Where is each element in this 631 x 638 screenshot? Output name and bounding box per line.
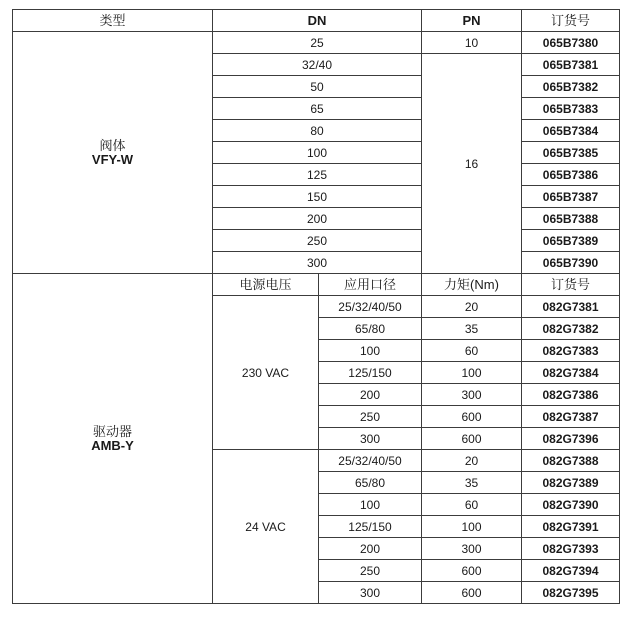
order-code-cell: 065B7384: [522, 120, 620, 142]
port-size-cell: 300: [319, 428, 422, 450]
actuator-type-name: 驱动器: [92, 423, 132, 439]
order-code-cell: 082G7384: [522, 362, 620, 384]
order-code-cell: 082G7396: [522, 428, 620, 450]
port-size-cell: 65/80: [319, 472, 422, 494]
header-torque: 力矩(Nm): [422, 274, 522, 296]
pn-cell: 10: [422, 32, 522, 54]
torque-cell: 600: [422, 406, 522, 428]
order-code-cell: 065B7381: [522, 54, 620, 76]
header-order-number-2: 订货号: [522, 274, 620, 296]
voltage-cell: 24 VAC: [213, 450, 319, 604]
valve-model: VFY-W: [91, 151, 134, 167]
port-size-cell: 300: [319, 582, 422, 604]
torque-cell: 60: [422, 494, 522, 516]
order-code-cell: 082G7386: [522, 384, 620, 406]
order-code-cell: 082G7381: [522, 296, 620, 318]
torque-cell: 35: [422, 318, 522, 340]
order-code-cell: 065B7382: [522, 76, 620, 98]
voltage-cell: 230 VAC: [213, 296, 319, 450]
order-code-cell: 065B7390: [522, 252, 620, 274]
order-code-cell: 065B7383: [522, 98, 620, 120]
torque-cell: 35: [422, 472, 522, 494]
order-code-cell: 082G7389: [522, 472, 620, 494]
header-pn: PN: [422, 10, 522, 32]
actuator-model: AMB-Y: [91, 437, 134, 453]
port-size-cell: 65/80: [319, 318, 422, 340]
header-type: 类型: [13, 10, 213, 32]
torque-cell: 20: [422, 296, 522, 318]
port-size-cell: 250: [319, 560, 422, 582]
order-code-cell: 082G7387: [522, 406, 620, 428]
dn-cell: 150: [213, 186, 422, 208]
port-size-cell: 25/32/40/50: [319, 296, 422, 318]
torque-cell: 300: [422, 384, 522, 406]
dn-cell: 50: [213, 76, 422, 98]
subheader-row: [13, 274, 620, 296]
port-size-cell: 25/32/40/50: [319, 450, 422, 472]
order-code-cell: 065B7389: [522, 230, 620, 252]
dn-cell: 25: [213, 32, 422, 54]
dn-cell: 300: [213, 252, 422, 274]
torque-cell: 300: [422, 538, 522, 560]
port-size-cell: 200: [319, 384, 422, 406]
dn-cell: 125: [213, 164, 422, 186]
dn-cell: 250: [213, 230, 422, 252]
valve-type-cell: [13, 32, 213, 274]
torque-cell: 60: [422, 340, 522, 362]
order-code-cell: 065B7387: [522, 186, 620, 208]
torque-cell: 100: [422, 516, 522, 538]
header-voltage: 电源电压: [213, 274, 319, 296]
dn-cell: 80: [213, 120, 422, 142]
dn-cell: 65: [213, 98, 422, 120]
order-code-cell: 065B7380: [522, 32, 620, 54]
table-row: [13, 32, 620, 54]
torque-cell: 100: [422, 362, 522, 384]
dn-cell: 200: [213, 208, 422, 230]
header-port-size: 应用口径: [319, 274, 422, 296]
port-size-cell: 250: [319, 406, 422, 428]
order-code-cell: 082G7388: [522, 450, 620, 472]
order-code-cell: 065B7385: [522, 142, 620, 164]
torque-cell: 20: [422, 450, 522, 472]
port-size-cell: 200: [319, 538, 422, 560]
header-order-number: 订货号: [522, 10, 620, 32]
order-code-cell: 082G7393: [522, 538, 620, 560]
torque-cell: 600: [422, 428, 522, 450]
order-code-cell: 065B7388: [522, 208, 620, 230]
order-code-cell: 082G7390: [522, 494, 620, 516]
port-size-cell: 125/150: [319, 362, 422, 384]
order-code-cell: 082G7383: [522, 340, 620, 362]
valve-type-name: 阀体: [99, 137, 126, 153]
port-size-cell: 100: [319, 340, 422, 362]
dn-cell: 32/40: [213, 54, 422, 76]
dn-cell: 100: [213, 142, 422, 164]
order-code-cell: 082G7382: [522, 318, 620, 340]
ordering-table: [12, 9, 620, 604]
order-code-cell: 082G7395: [522, 582, 620, 604]
port-size-cell: 100: [319, 494, 422, 516]
torque-cell: 600: [422, 582, 522, 604]
order-code-cell: 082G7391: [522, 516, 620, 538]
header-row: [13, 10, 620, 32]
header-dn: DN: [213, 10, 422, 32]
pn-group-cell: 16: [422, 54, 522, 274]
actuator-type-cell: [13, 274, 213, 604]
torque-cell: 600: [422, 560, 522, 582]
port-size-cell: 125/150: [319, 516, 422, 538]
order-code-cell: 082G7394: [522, 560, 620, 582]
order-code-cell: 065B7386: [522, 164, 620, 186]
